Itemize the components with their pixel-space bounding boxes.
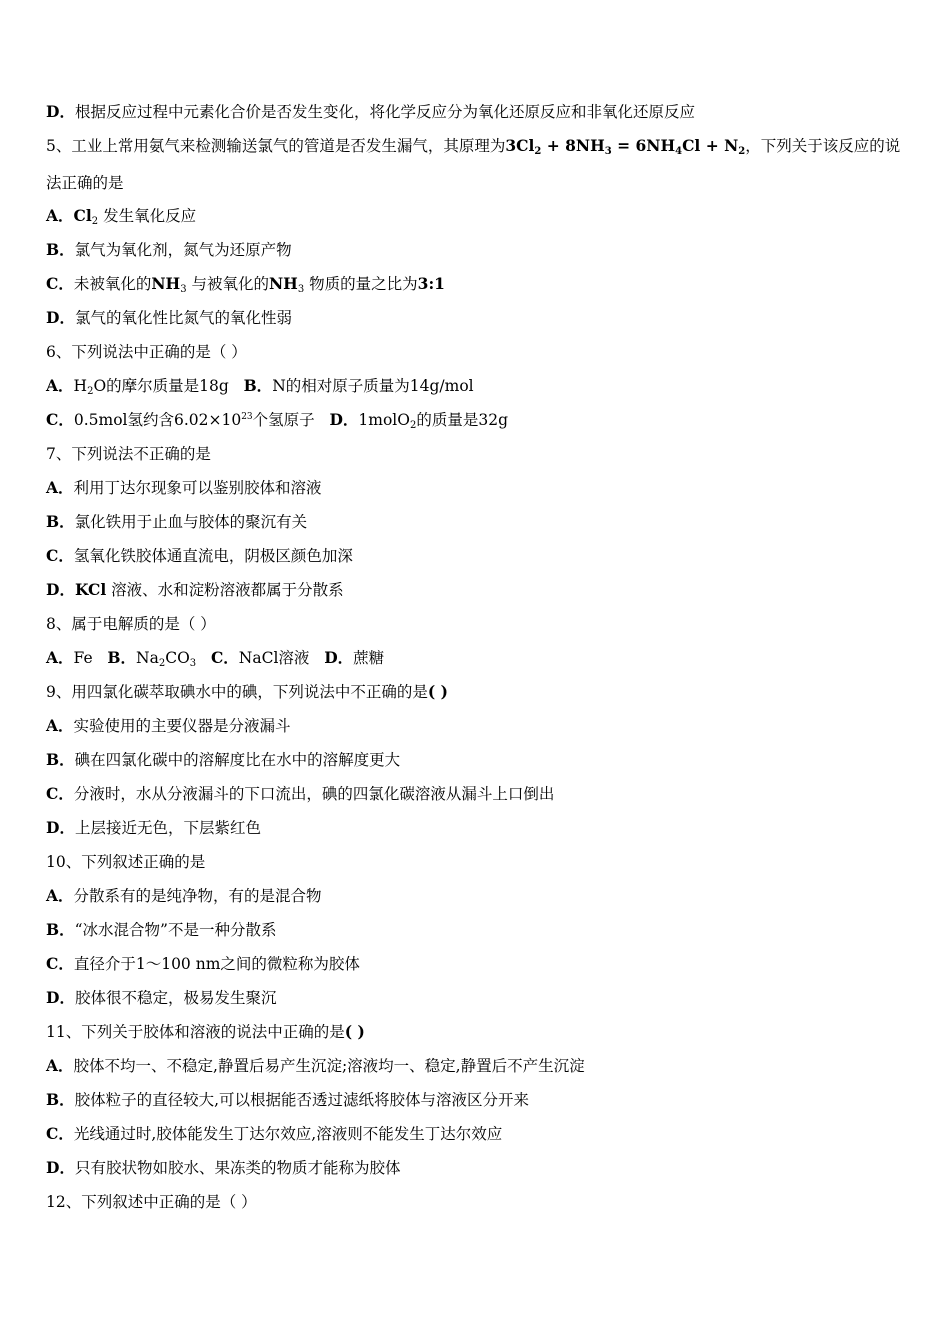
q5-stem-cont	[46, 173, 124, 193]
q12-stem	[46, 1192, 257, 1212]
option-text: 分液时，水从分液漏斗的下口流出，碘的四氯化碳溶液从漏斗上口倒出	[73, 785, 555, 803]
q4-option-d	[46, 102, 695, 122]
option-letter: C．	[46, 954, 74, 973]
q5-stem-text-2: ，下列关于该反应的说	[745, 137, 901, 155]
option-letter: D．	[46, 988, 75, 1007]
q5-option-b	[46, 240, 292, 260]
option-text: 碘在四氯化碳中的溶解度比在水中的溶解度更大	[74, 751, 401, 769]
option-text: 胶体不均一、不稳定,静置后易产生沉淀;溶液均一、稳定,静置后不产生沉淀	[73, 1057, 585, 1075]
option-letter: B．	[46, 920, 75, 939]
q6-options-ab: A．$H_2O$的摩尔质量是18g B．N的相对原子质量为14g/mol	[46, 376, 474, 397]
q5-stem	[46, 136, 900, 156]
option-letter: D．	[46, 818, 75, 837]
q5-stem-text: 5、工业上常用氨气来检测输送氯气的管道是否发生漏气，其原理为	[46, 137, 506, 155]
option-letter: C．	[46, 784, 74, 803]
option-letter: A．	[46, 1056, 74, 1075]
option-letter: D．	[46, 308, 75, 327]
option-letter: C．	[210, 648, 239, 667]
option-letter: D．	[46, 580, 75, 599]
q10-option-a	[46, 886, 322, 906]
option-letter: D．	[46, 1158, 75, 1177]
option-letter: D．	[46, 102, 75, 121]
q7-option-d: D．KCl 溶液、水和淀粉溶液都属于分散系	[46, 580, 344, 599]
q10-stem	[46, 852, 205, 872]
q10-option-b	[46, 920, 276, 940]
option-letter: A．	[46, 376, 74, 395]
option-letter: D．	[324, 648, 354, 667]
option-letter: D．	[329, 410, 359, 429]
option-text: 利用丁达尔现象可以鉴别胶体和溶液	[73, 479, 322, 497]
q9-option-a	[46, 716, 291, 736]
q10-stem-text: 10、下列叙述正确的是	[46, 853, 206, 871]
q7-option-a	[46, 478, 322, 498]
option-letter: B．	[46, 512, 75, 531]
q5-equation: $3Cl_2 + 8NH_3 = 6NH_4Cl + N_2$	[505, 136, 746, 157]
q7-stem	[46, 444, 211, 464]
q11-option-a	[46, 1056, 585, 1076]
option-letter: B．	[107, 648, 137, 667]
option-letter: B．	[46, 1090, 75, 1109]
q6-options-cd: C．0.5mol氢约含$6.02\times 10^{23}$个氢原子 D．1molO$_2$的质量是32g	[46, 410, 508, 431]
q9-option-b	[46, 750, 400, 770]
option-letter: A．	[46, 648, 74, 667]
q11-option-b	[46, 1090, 529, 1110]
option-text: 实验使用的主要仪器是分液漏斗	[73, 717, 291, 735]
q12-stem-text: 12、下列叙述中正确的是（ ）	[46, 1193, 257, 1211]
q6-stem-text: 6、下列说法中正确的是（ ）	[46, 343, 247, 361]
q5-option-c: C．未被氧化的$NH_3$ 与被氧化的$NH_3$ 物质的量之比为3:1	[46, 274, 445, 295]
option-letter: B．	[46, 240, 75, 259]
q9-stem: 9、用四氯化碳萃取碘水中的碘，下列说法中不正确的是( )	[46, 682, 448, 701]
option-text: 上层接近无色，下层紫红色	[74, 819, 261, 837]
option-letter: A．	[46, 206, 74, 225]
option-text: 氯化铁用于止血与胶体的聚沉有关	[74, 513, 308, 531]
q7-option-b	[46, 512, 307, 532]
q9-stem-text: 9、用四氯化碳萃取碘水中的碘，下列说法中不正确的是	[46, 683, 428, 701]
option-text: 胶体粒子的直径较大,可以根据能否透过滤纸将胶体与溶液区分开来	[74, 1091, 530, 1109]
option-text: 发生氧化反应	[103, 207, 197, 225]
option-text: 光线通过时,胶体能发生丁达尔效应,溶液则不能发生丁达尔效应	[73, 1125, 503, 1143]
option-letter: C．	[46, 1124, 74, 1143]
q11-stem-text: 11、下列关于胶体和溶液的说法中正确的是	[46, 1023, 345, 1041]
option-letter: C．	[46, 274, 74, 293]
q5-option-d	[46, 308, 292, 328]
q9-option-d	[46, 818, 261, 838]
option-letter: C．	[46, 410, 74, 429]
q11-option-d	[46, 1158, 400, 1178]
option-letter: A．	[46, 886, 74, 905]
q5-option-a: A．$Cl_2$ 发生氧化反应	[46, 206, 197, 227]
option-text: 溶液、水和淀粉溶液都属于分散系	[111, 581, 344, 599]
q10-option-d	[46, 988, 276, 1008]
q8-options: A．Fe B．$Na_2CO_3$ C．NaCl溶液 D．蔗糖	[46, 648, 385, 669]
option-text: 氯气的氧化性比氮气的氧化性弱	[74, 309, 292, 327]
option-letter: A．	[46, 478, 74, 497]
option-text: 胶体很不稳定，极易发生聚沉	[74, 989, 277, 1007]
q7-option-c	[46, 546, 353, 566]
option-text: 分散系有的是纯净物，有的是混合物	[73, 887, 322, 905]
q9-option-c	[46, 784, 554, 804]
q5-stem-text-3: 法正确的是	[46, 174, 124, 192]
option-letter: B．	[243, 376, 273, 395]
q10-option-c	[46, 954, 360, 974]
q8-stem-text: 8、属于电解质的是（ ）	[46, 615, 216, 633]
q8-stem	[46, 614, 216, 634]
option-text: 氢氧化铁胶体通直流电，阴极区颜色加深	[73, 547, 353, 565]
q7-stem-text: 7、下列说法不正确的是	[46, 445, 211, 463]
option-text: 直径介于1～100 nm之间的微粒称为胶体	[73, 955, 360, 973]
q11-option-c	[46, 1124, 502, 1144]
option-letter: C．	[46, 546, 74, 565]
q11-stem: 11、下列关于胶体和溶液的说法中正确的是( )	[46, 1022, 365, 1041]
option-text: “冰水混合物”不是一种分散系	[74, 921, 277, 939]
option-text: 只有胶状物如胶水、果冻类的物质才能称为胶体	[74, 1159, 401, 1177]
q6-stem	[46, 342, 247, 362]
option-text: 氯气为氧化剂，氮气为还原产物	[74, 241, 292, 259]
option-letter: A．	[46, 716, 74, 735]
option-text: 根据反应过程中元素化合价是否发生变化，将化学反应分为氧化还原反应和非氧化还原反应	[74, 103, 695, 121]
option-letter: B．	[46, 750, 75, 769]
